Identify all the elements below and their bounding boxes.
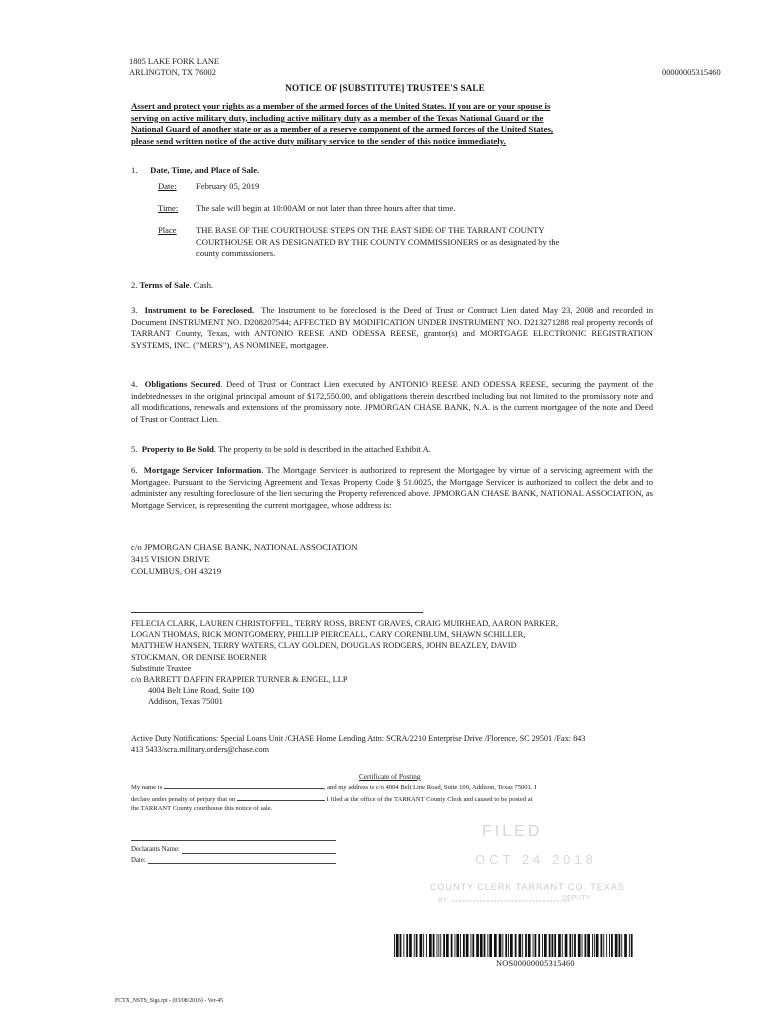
section-terms-of-sale xyxy=(131,280,213,292)
trustees-line-3: MATTHEW HANSEN, TERRY WATERS, CLAY GOLDEN, DOUGLAS RODGERS, JOHN BEAZLEY, DAVID xyxy=(131,641,517,651)
trustees-line-1: FELECIA CLARK, LAUREN CHRISTOFFEL, TERRY ROSS, BRENT GRAVES, CRAIG MUIRHEAD, AARON PARKER, xyxy=(131,619,559,628)
section-number: 5. xyxy=(131,444,138,454)
declarant-date-line[interactable] xyxy=(148,863,336,864)
declarant-name-label: Declarants Name: xyxy=(131,846,180,853)
trustee-role: Substitute Trustee xyxy=(131,663,192,673)
cert-filed-text: I filed at the office of the TARRANT County Clerk and caused to be posted at xyxy=(326,795,533,803)
cert-name-label: My name is xyxy=(131,784,163,791)
certificate-title: Certificate of Posting xyxy=(359,773,421,781)
barcode-number: NOS00000005315460 xyxy=(496,959,575,968)
svg-text:OCT 24 2018: OCT 24 2018 xyxy=(475,852,597,867)
section-text: . Cash. xyxy=(189,280,214,290)
place-line-1: THE BASE OF THE COURTHOUSE STEPS ON THE EAST SIDE OF THE TARRANT COUNTY xyxy=(196,225,545,235)
section-number: 4. xyxy=(131,379,138,389)
section-heading: Terms of Sale xyxy=(139,280,190,290)
section-instrument xyxy=(131,305,653,352)
substitute-trustees xyxy=(131,618,561,707)
section-number: 3. xyxy=(131,305,138,315)
active-duty-line-2: 413 5433/scra.military.orders@chase.com xyxy=(131,745,269,755)
section-number: 6. xyxy=(131,465,138,475)
certificate-body xyxy=(131,781,601,814)
section-date-time-place xyxy=(131,165,560,259)
date-label: Date: xyxy=(158,181,177,191)
place-line-3: county commissioners. xyxy=(196,248,276,259)
active-duty-notifications xyxy=(131,733,611,755)
place-value xyxy=(196,225,559,260)
trustee-firm: c/o BARRETT DAFFIN FRAPPIER TURNER & ENGEL, LLP xyxy=(131,674,348,684)
section-heading: Date, Time, and Place of Sale. xyxy=(150,165,260,175)
filed-stamp xyxy=(420,812,625,907)
section-property xyxy=(131,444,431,456)
section-text: . The Mortgage Servicer is authorized to represent the Mortgagee by virtue of a servicing agreement with the Mortgagee. Pursuant to the Servicing Agreement and Texas Property Code § 51.0025, the Mortgage Servicer is authorized to collect the debt and to administer any resulting foreclosure of the lien securing the Property referenced above. JPMORGAN CHASE BANK, NATIONAL ASSOCIATION, as Mortgage Servicer, is representing the current mortgagee, whose address is: xyxy=(131,465,653,511)
date-value: February 05, 2019 xyxy=(196,181,260,191)
place-line-2: COURTHOUSE OR AS DESIGNATED BY THE COUNTY COMMISSIONERS or as designated by the xyxy=(196,236,560,247)
servicer-line-3: COLUMBUS, OH 43219 xyxy=(131,565,222,576)
section-servicer xyxy=(131,465,653,512)
cert-posted-text: the TARRANT County courthouse this notice of sale. xyxy=(131,805,273,813)
trustee-city: Addison, Texas 75001 xyxy=(148,697,223,707)
trustees-line-4: STOCKMAN, OR DENISE BOERNER xyxy=(131,652,267,662)
declarant-name-line[interactable] xyxy=(182,853,336,854)
svg-text:DEPUTY: DEPUTY xyxy=(562,895,591,902)
trustees-line-2: LOGAN THOMAS, RICK MONTGOMERY, PHILLIP PIERCEALL, CARY CORENBLUM, SHAWN SCHILLER, xyxy=(131,630,526,640)
reference-number: 00000005315460 xyxy=(662,68,721,77)
property-address xyxy=(129,57,219,79)
warning-line-2: serving on active military duty, including active military duty as a member of the Texas National Guard or the xyxy=(131,112,544,123)
declarant-date-label: Date: xyxy=(131,857,146,864)
name-blank[interactable] xyxy=(164,781,324,789)
section-text: . The property to be sold is described in the attached Exhibit A. xyxy=(213,444,431,454)
svg-text:COUNTY CLERK TARRANT CO. TEXAS: COUNTY CLERK TARRANT CO. TEXAS xyxy=(430,882,625,892)
servicer-line-1: c/o JPMORGAN CHASE BANK, NATIONAL ASSOCIATION xyxy=(131,542,358,552)
report-footer: FCTX_NSTS_Sigs.rpt - (03/08/2016) - Ver-45 xyxy=(115,998,224,1004)
svg-text:BY: BY xyxy=(438,897,448,904)
date-blank[interactable] xyxy=(237,793,325,801)
cert-declare-text: declare under penalty of perjury that on xyxy=(131,795,236,803)
address-line-1: 1805 LAKE FORK LANE xyxy=(129,57,220,66)
section-heading: Property to Be Sold xyxy=(141,444,214,454)
section-obligations xyxy=(131,379,653,426)
section-number: 1. xyxy=(131,165,138,175)
warning-line-4: please send written notice of the active duty military service to the sender of this notice immediately. xyxy=(131,135,506,146)
place-label: Place xyxy=(158,225,177,235)
trustee-street: 4004 Belt Line Road, Suite 100 xyxy=(148,686,255,696)
section-heading: Instrument to be Foreclosed. xyxy=(144,305,255,315)
document-barcode xyxy=(394,934,634,957)
military-warning xyxy=(131,101,591,147)
active-duty-line-1: Active Duty Notifications: Special Loans Unit /CHASE Home Lending Attn: SCRA/2210 Enterprise Drive /Florence, SC 29501 /Fax: 843 xyxy=(131,734,586,743)
cert-address-text: , and my address is c/o 4004 Belt Line Road, Suite 100, Addison, Texas 75001. I xyxy=(323,784,537,791)
servicer-address xyxy=(131,542,357,578)
warning-line-1: Assert and protect your rights as a member of the armed forces of the United States. If you are or your spouse is xyxy=(131,101,551,111)
section-number: 2. xyxy=(131,280,138,290)
section-heading: Obligations Secured xyxy=(144,379,221,389)
time-value: The sale will begin at 10:00AM or not later than three hours after that time. xyxy=(196,203,456,213)
time-label: Time: xyxy=(158,203,179,213)
svg-text:FILED: FILED xyxy=(482,823,543,840)
signature-line xyxy=(131,612,423,613)
section-heading: Mortgage Servicer Information xyxy=(143,465,262,475)
section-text: . Deed of Trust or Contract Lien executed by ANTONIO REESE AND ODESSA REESE, securing the payment of the indebtednesses in the original principal amount of $172,550.00, and obligations therein described including but not limited to the promissory note and all modifications, renewals and extensions of the promissory note. JPMORGAN CHASE BANK, N.A. is the current mortgagee of the note and Deed of Trust or Contract Lien. xyxy=(131,379,654,425)
notice-title: NOTICE OF [SUBSTITUTE] TRUSTEE'S SALE xyxy=(285,83,485,93)
warning-line-3: National Guard of another state or as a member of a reserve component of the armed forces of the United States, xyxy=(131,124,554,135)
declarant-signature-line[interactable] xyxy=(131,840,336,841)
address-line-2: ARLINGTON, TX 76002 xyxy=(129,67,216,77)
section-text: The Instrument to be foreclosed is the Deed of Trust or Contract Lien dated May 23, 2008 and recorded in Document INSTRUMENT NO. D208207544; AFFECTED BY MODIFICATION UNDER INSTRUMENT NO. D213271288 real property records of TARRANT County, Texas, with ANTONIO REESE AND ODESSA REESE, grantor(s) and MORTGAGE ELECTRONIC REGISTRATION SYSTEMS, INC. ("MERS"), AS NOMINEE, mortgagee. xyxy=(131,305,654,351)
servicer-line-2: 3415 VISION DRIVE xyxy=(131,553,210,564)
